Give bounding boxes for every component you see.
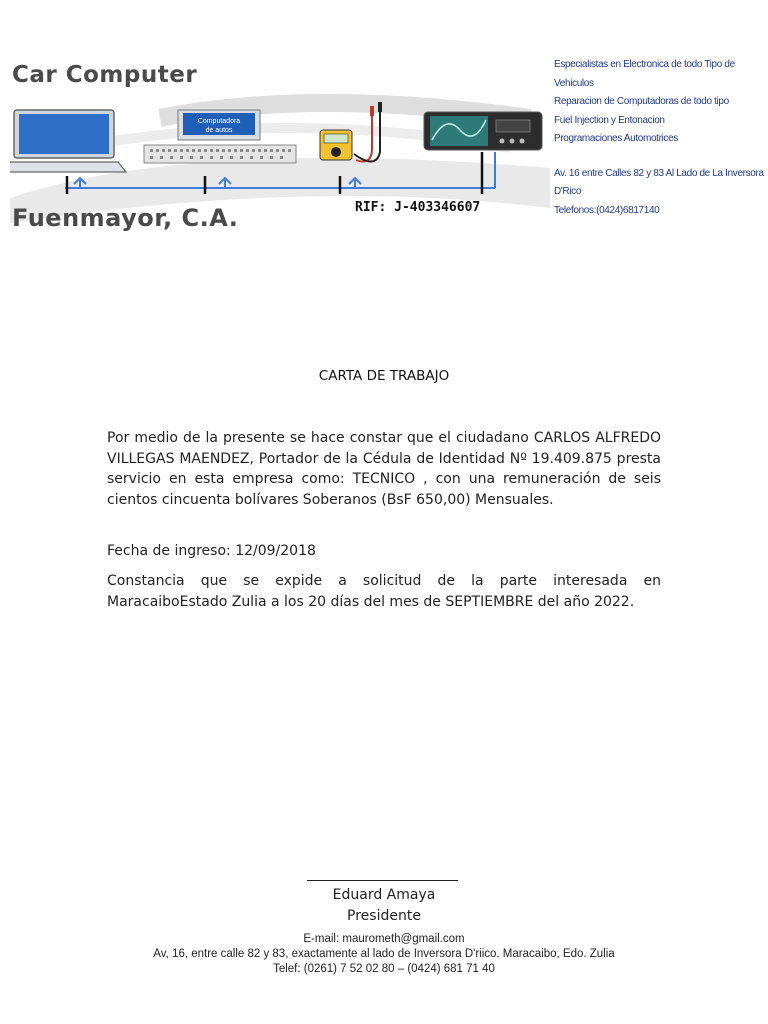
company-logo	[10, 48, 550, 248]
spacer	[554, 149, 768, 165]
rif-number: RIF: J-403346607	[355, 200, 481, 215]
service-line: Especialistas en Electronica de todo Tipo de Vehiculos	[554, 59, 735, 89]
service-line: Fuel Injection y Entonacion	[554, 114, 665, 126]
company-name-bottom: Fuenmayor, C.A.	[12, 204, 239, 232]
svg-text:de autos: de autos	[205, 127, 233, 134]
letterhead-phones: Telefonos:(0424)6817140	[554, 204, 660, 216]
paragraph-issued: Constancia que se expide a solicitud de la parte interesada en MaracaiboEstado Zulia a los 20 días del mes de SEPTIEMBRE del año 2022.	[107, 573, 661, 610]
paragraph-certification: Por medio de la presente se hace constar que el ciudadano CARLOS ALFREDO VILLEGAS MAENDEZ, Portador de la Cédula de Identidad Nº 19.409.875 presta servicio en esta empresa como: TECNICO , con una remuneración de seis cientos cincuenta bolívares Soberanos (BsF 650,00) Mensuales.	[107, 430, 661, 508]
services-block	[554, 56, 768, 220]
footer-phones: Telef: (0261) 7 52 02 80 – (0424) 681 71 40	[273, 963, 495, 975]
document-title: CARTA DE TRABAJO	[318, 368, 450, 384]
paragraph-start-date: Fecha de ingreso: 12/09/2018	[107, 543, 316, 559]
service-line: Reparacion de Computadoras de todo tipo	[554, 96, 729, 107]
laptop-icon	[10, 110, 126, 172]
footer-email: E-mail: maurometh@gmail.com	[303, 933, 465, 945]
signer-role: Presidente	[347, 908, 421, 924]
company-name-top: Car Computer	[12, 62, 198, 88]
signature-line	[307, 880, 458, 881]
svg-text:Computadora: Computadora	[197, 118, 241, 125]
signer-name: Eduard Amaya	[332, 887, 436, 903]
oscilloscope-icon	[424, 112, 542, 150]
letterhead-address: Av. 16 entre Calles 82 y 83 Al Lado de La Inversora D'Rico	[554, 167, 764, 197]
footer-address: Av, 16, entre calle 82 y 83, exactamente al lado de Inversora D'riico. Maracaibo, Edo. Zulia	[153, 948, 615, 960]
service-line: Programaciones Automotrices	[554, 133, 678, 144]
